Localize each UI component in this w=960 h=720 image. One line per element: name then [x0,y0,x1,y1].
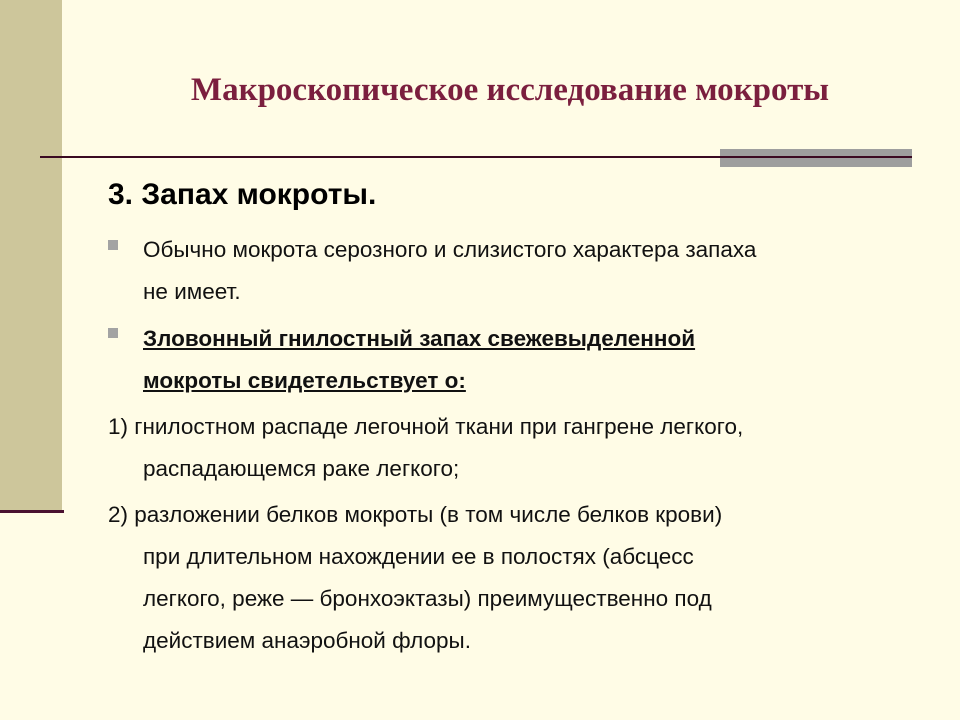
item-1-line-2: распадающемся раке легкого; [143,456,460,481]
item-2-line-3: легкого, реже — бронхоэктазы) преимущественно под [143,586,712,611]
slide-title: Макроскопическое исследование мокроты [190,72,830,108]
item-2-line-2: при длительном нахождении ее в полостях (абсцесс [143,544,694,569]
bullet-square-icon [108,328,118,338]
bullet-2-line-2: мокроты свидетельствует о: [143,368,466,393]
list-item-1 [108,406,743,490]
bullet-1-line-2: не имеет. [143,279,241,304]
bullet-1-line-1: Обычно мокрота серозного и слизистого характера запаха [143,237,757,262]
section-heading: 3. Запах мокроты. [108,178,377,211]
bullet-square-icon [108,240,118,250]
item-1-line-1: 1) гнилостном распаде легочной ткани при гангрене легкого, [108,414,744,439]
bullet-2-line-1: Зловонный гнилостный запах свежевыделенной [143,326,696,351]
bullet-text-2 [143,318,695,402]
bullet-text-1 [143,229,756,313]
title-divider-overlay [720,156,912,158]
title-accent-bar [720,149,912,167]
side-bar-underline [0,510,64,513]
list-item-2 [108,494,722,662]
item-2-line-4: действием анаэробной флоры. [143,628,471,653]
item-2-line-1: 2) разложении белков мокроты (в том числе белков крови) [108,502,723,527]
